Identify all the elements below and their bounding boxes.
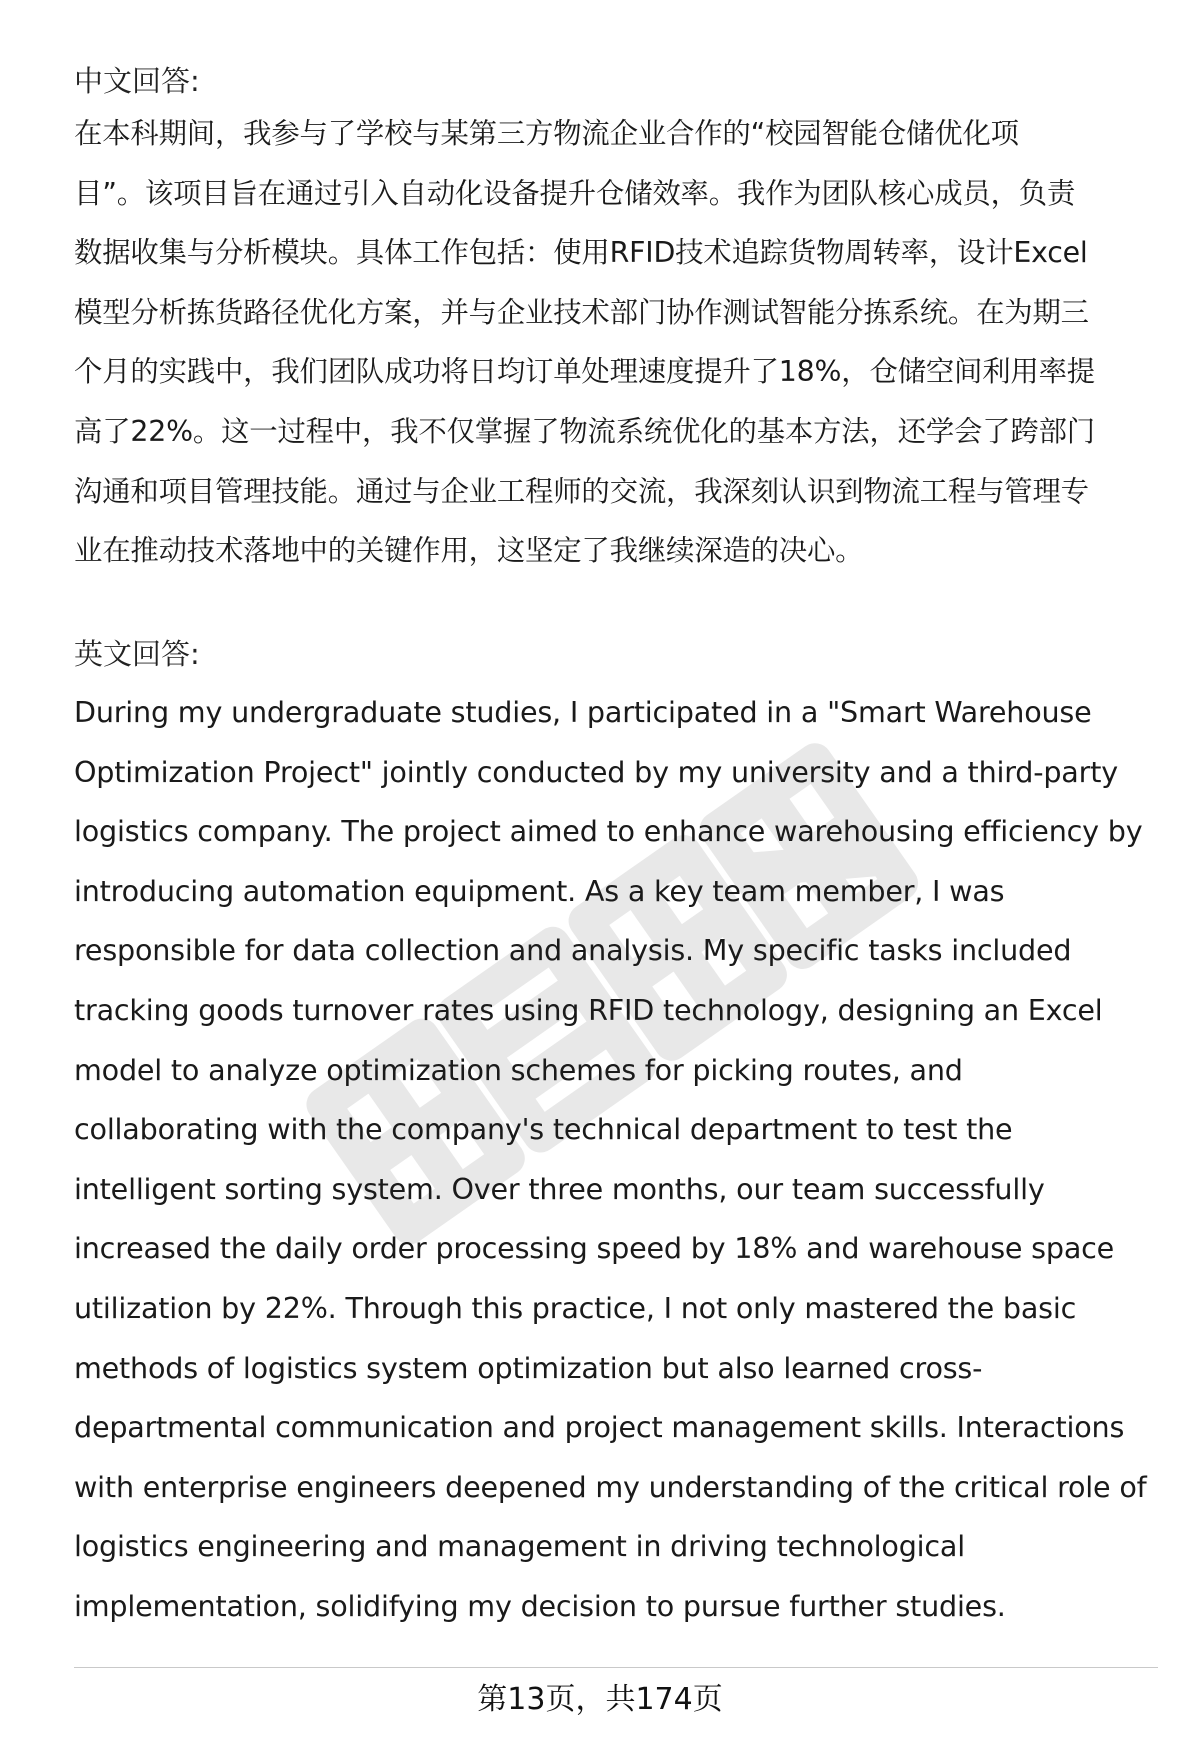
paragraph-line: 在本科期间，我参与了学校与某第三方物流企业合作的“校园智能仓储优化项 <box>74 117 1019 150</box>
paragraph-line: 沟通和项目管理技能。通过与企业工程师的交流，我深刻认识到物流工程与管理专 <box>74 474 1089 508</box>
paragraph-line: introducing automation equipment. As a key team member, I was <box>74 873 1005 908</box>
paragraph-line: During my undergraduate studies, I participated in a "Smart Warehouse <box>74 695 1092 729</box>
paragraph-line: methods of logistics system optimization but also learned cross- <box>74 1350 983 1385</box>
paragraph-line: model to analyze optimization schemes for picking routes, and <box>74 1052 963 1087</box>
paragraph-line: tracking goods turnover rates using RFID technology, designing an Excel <box>74 992 1103 1027</box>
chinese-answer-paragraph <box>74 104 1095 581</box>
paragraph-line: increased the daily order processing speed by 18% and warehouse space <box>74 1231 1115 1266</box>
paragraph-line: 业在推动技术落地中的关键作用，这坚定了我继续深造的决心。 <box>74 534 864 568</box>
paragraph-line: responsible for data collection and analysis. My specific tasks included <box>74 933 1072 968</box>
paragraph-line: 个月的实践中，我们团队成功将日均订单处理速度提升了18%，仓储空间利用率提 <box>74 355 1095 389</box>
page-number: 第13页，共174页 <box>477 1682 723 1717</box>
paragraph-line: implementation, solidifying my decision to pursue further studies. <box>74 1588 1006 1623</box>
paragraph-line: utilization by 22%. Through this practice, I not only mastered the basic <box>74 1290 1077 1325</box>
footer-divider <box>74 1667 1158 1668</box>
paragraph-line: intelligent sorting system. Over three months, our team successfully <box>74 1171 1045 1206</box>
paragraph-line: with enterprise engineers deepened my understanding of the critical role of <box>74 1469 1147 1504</box>
paragraph-line: 模型分析拣货路径优化方案，并与企业技术部门协作测试智能分拣系统。在为期三 <box>74 295 1089 329</box>
paragraph-line: 数据收集与分析模块。具体工作包括：使用RFID技术追踪货物周转率，设计Excel <box>74 236 1088 270</box>
paragraph-line: logistics company. The project aimed to enhance warehousing efficiency by <box>74 814 1143 849</box>
chinese-answer-heading: 中文回答: <box>74 64 200 98</box>
paragraph-line: departmental communication and project management skills. Interactions <box>74 1410 1125 1445</box>
paragraph-line: Optimization Project" jointly conducted by my university and a third-party <box>74 754 1118 789</box>
english-answer-paragraph <box>74 683 1146 1637</box>
paragraph-line: 高了22%。这一过程中，我不仅掌握了物流系统优化的基本方法，还学会了跨部门 <box>74 414 1095 448</box>
paragraph-line: logistics engineering and management in driving technological <box>74 1529 966 1564</box>
paragraph-line: collaborating with the company's technical department to test the <box>74 1112 1013 1147</box>
english-answer-heading: 英文回答: <box>74 637 200 671</box>
paragraph-line: 目”。该项目旨在通过引入自动化设备提升仓储效率。我作为团队核心成员，负责 <box>74 176 1076 210</box>
